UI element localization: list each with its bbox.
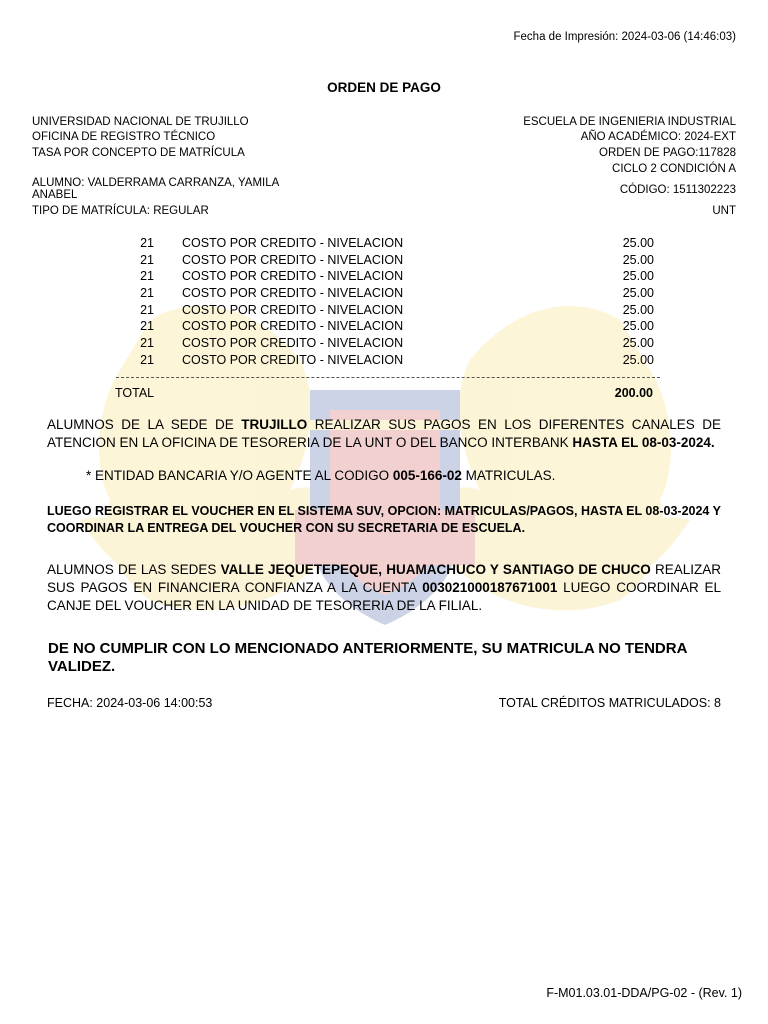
item-quantity: 21 bbox=[140, 336, 154, 351]
form-code: F-M01.03.01-DDA/PG-02 - (Rev. 1) bbox=[546, 986, 742, 1000]
item-description: COSTO POR CREDITO - NIVELACION bbox=[182, 319, 404, 334]
para-text: * ENTIDAD BANCARIA Y/O AGENTE AL CODIGO bbox=[86, 468, 393, 483]
academic-year: AÑO ACADÉMICO: 2024-EXT bbox=[580, 131, 736, 143]
item-amount: 25.00 bbox=[622, 269, 654, 284]
table-row bbox=[118, 335, 658, 352]
issue-date: FECHA: 2024-03-06 14:00:53 bbox=[47, 696, 213, 710]
trujillo-payment-instructions bbox=[47, 416, 721, 452]
other-campus-payment-instructions bbox=[47, 561, 721, 615]
total-label: TOTAL bbox=[115, 386, 155, 400]
campus-highlight: TRUJILLO bbox=[241, 417, 308, 432]
item-description: COSTO POR CREDITO - NIVELACION bbox=[182, 269, 404, 284]
para-text: MATRICULAS. bbox=[461, 468, 556, 483]
para-text: ALUMNOS DE LA SEDE DE bbox=[47, 417, 242, 432]
item-amount: 25.00 bbox=[622, 286, 654, 301]
item-description: COSTO POR CREDITO - NIVELACION bbox=[182, 352, 404, 367]
item-quantity: 21 bbox=[140, 236, 154, 250]
total-divider bbox=[116, 377, 660, 378]
school-name: ESCUELA DE INGENIERIA INDUSTRIAL bbox=[523, 116, 736, 128]
cycle-condition: CICLO 2 CONDICIÓN A bbox=[612, 163, 736, 175]
item-quantity: 21 bbox=[140, 269, 154, 284]
para-text: REALIZAR SUS PAGOS EN FINANCIERA CONFIANZA A LA CUENTA bbox=[47, 562, 721, 595]
student-code: CÓDIGO: 1511302223 bbox=[619, 184, 736, 196]
item-description: COSTO POR CREDITO - NIVELACION bbox=[182, 252, 404, 267]
bank-code: 005-166-02 bbox=[392, 468, 462, 483]
item-amount: 25.00 bbox=[622, 252, 654, 267]
item-quantity: 21 bbox=[140, 319, 154, 334]
charges-table bbox=[118, 235, 658, 369]
item-description: COSTO POR CREDITO - NIVELACION bbox=[182, 336, 404, 351]
office-name: OFICINA DE REGISTRO TÉCNICO bbox=[32, 131, 216, 143]
total-amount: 200.00 bbox=[614, 386, 653, 400]
table-row bbox=[118, 268, 658, 285]
item-amount: 25.00 bbox=[622, 302, 654, 317]
table-row bbox=[118, 352, 658, 369]
table-row bbox=[118, 235, 658, 252]
table-row bbox=[118, 285, 658, 302]
campus: UNT bbox=[712, 205, 736, 217]
para-text: ALUMNOS DE LAS SEDES bbox=[47, 562, 221, 577]
para-text: REALIZAR SUS PAGOS EN LOS DIFERENTES CANALES DE ATENCION EN LA OFICINA DE TESORERIA DE LA UNT O DEL BANCO INTERBANK bbox=[47, 417, 721, 450]
validity-warning: DE NO CUMPLIR CON LO MENCIONADO ANTERIORMENTE, SU MATRICULA NO TENDRA VALIDEZ. bbox=[48, 640, 687, 675]
print-date: Fecha de Impresión: 2024-03-06 (14:46:03) bbox=[513, 31, 736, 43]
campuses-highlight: VALLE JEQUETEPEQUE, HUAMACHUCO Y SANTIAGO DE CHUCO bbox=[220, 562, 651, 577]
table-row bbox=[118, 302, 658, 319]
account-number: 003021000187671001 bbox=[422, 580, 558, 595]
item-description: COSTO POR CREDITO - NIVELACION bbox=[182, 302, 404, 317]
item-description: COSTO POR CREDITO - NIVELACION bbox=[182, 286, 404, 301]
total-credits: TOTAL CRÉDITOS MATRICULADOS: 8 bbox=[498, 696, 721, 710]
item-amount: 25.00 bbox=[622, 336, 654, 351]
item-amount: 25.00 bbox=[622, 352, 654, 367]
item-amount: 25.00 bbox=[622, 319, 654, 334]
fee-concept: TASA POR CONCEPTO DE MATRÍCULA bbox=[32, 147, 245, 159]
enrollment-type: TIPO DE MATRÍCULA: REGULAR bbox=[32, 205, 209, 217]
page-title: ORDEN DE PAGO bbox=[327, 80, 441, 95]
voucher-registration-instructions: LUEGO REGISTRAR EL VOUCHER EN EL SISTEMA SUV, OPCION: MATRICULAS/PAGOS, HASTA EL 08-03-2024 Y COORDINAR LA ENTREGA DEL VOUCHER CON SU SECRETARIA DE ESCUELA. bbox=[47, 504, 721, 535]
bank-agent-note bbox=[86, 467, 555, 485]
deadline-highlight: HASTA EL 08-03-2024. bbox=[572, 435, 715, 450]
item-description: COSTO POR CREDITO - NIVELACION bbox=[182, 236, 404, 250]
item-quantity: 21 bbox=[140, 252, 154, 267]
item-quantity: 21 bbox=[140, 352, 154, 367]
item-quantity: 21 bbox=[140, 286, 154, 301]
item-quantity: 21 bbox=[140, 302, 154, 317]
order-number: ORDEN DE PAGO:117828 bbox=[599, 147, 736, 159]
item-amount: 25.00 bbox=[622, 236, 654, 250]
table-row bbox=[118, 318, 658, 335]
table-row bbox=[118, 252, 658, 269]
student-name: ALUMNO: VALDERRAMA CARRANZA, YAMILA ANABEL bbox=[32, 177, 279, 201]
university-name: UNIVERSIDAD NACIONAL DE TRUJILLO bbox=[32, 116, 249, 128]
para-text: LUEGO COORDINAR EL CANJE DEL VOUCHER EN LA UNIDAD DE TESORERIA DE LA FILIAL. bbox=[47, 580, 722, 613]
